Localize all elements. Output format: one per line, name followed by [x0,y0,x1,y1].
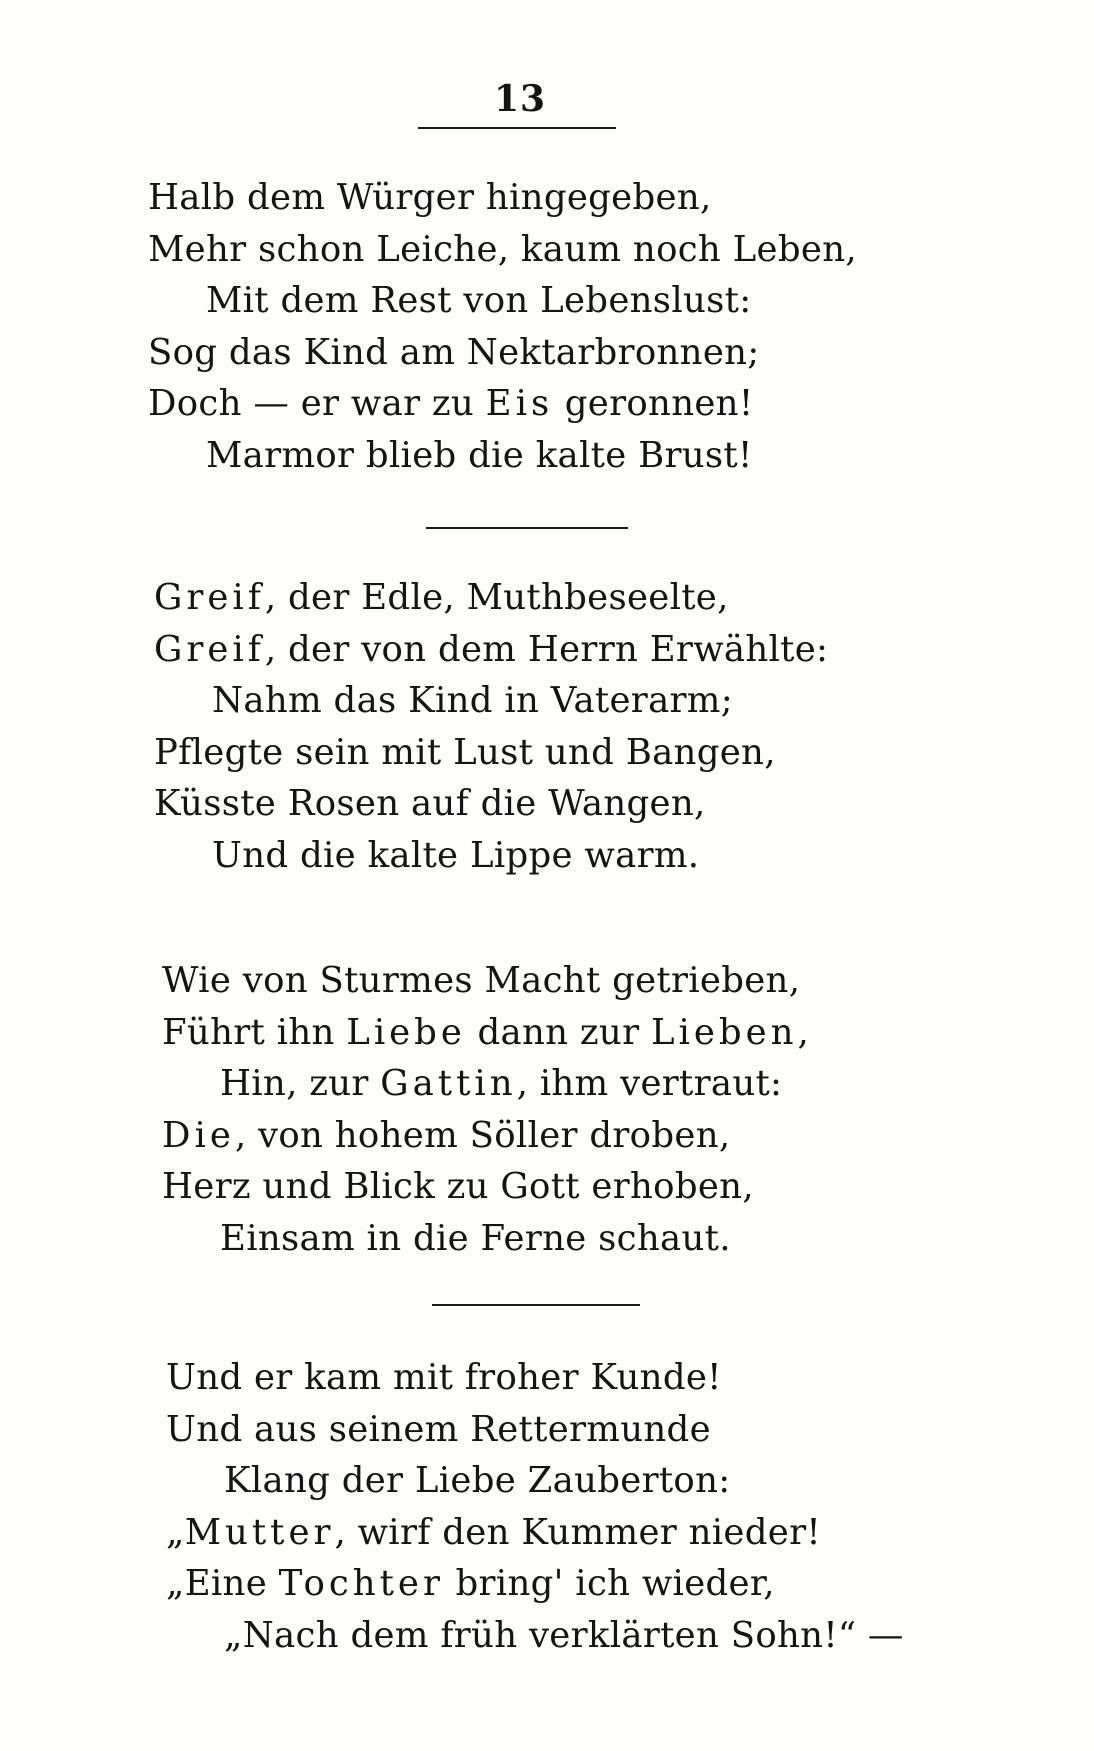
line-text: Und aus seinem Rettermunde [166,1408,711,1450]
poem-line [224,1614,904,1656]
poem-line [162,1011,810,1053]
spaced-emphasis-text: Lieben [650,1011,798,1053]
poem-line [206,280,752,321]
line-text: , wirf den Kummer nieder! [334,1511,821,1553]
line-text: Pflegte sein mit Lust und Bangen, [154,731,776,773]
line-text: , von hohem Söller droben, [234,1114,731,1156]
poem-line [212,680,734,721]
line-text: , ihm vertraut: [516,1063,783,1104]
poem-line [166,1563,775,1604]
line-text: Nahm das Kind in Vaterarm; [212,680,734,721]
line-text: dann zur [465,1011,651,1053]
poem-line [154,577,729,618]
poem-line [166,1357,722,1398]
poem-line [148,177,712,218]
line-text: Doch — er war zu [148,383,486,424]
poem-line [220,1063,783,1104]
poem-line [166,1511,821,1553]
line-text: Wie von Sturmes Macht getrieben, [162,960,801,1001]
line-text: Mit dem Rest von Lebenslust: [206,280,752,321]
line-text: , der Edle, Muthbeseelte, [264,577,729,618]
line-text: „Nach dem früh verklärten Sohn!“ — [224,1614,904,1656]
poem-line [206,434,753,476]
line-text: Führt ihn [162,1011,347,1053]
line-text: Sog das Kind am Nektarbronnen; [148,331,760,373]
poem-line [154,628,829,670]
line-text: , der von dem Herrn Erwählte: [264,628,829,670]
page-number: 13 [493,78,547,120]
poem-line [166,1408,711,1450]
spaced-emphasis-text: Mutter [184,1511,335,1553]
line-text: Marmor blieb die kalte Brust! [206,434,753,476]
spaced-emphasis-text: Gattin [380,1063,517,1104]
poem-line [162,1114,731,1156]
spaced-emphasis-text: Liebe [346,1011,466,1053]
stanza-divider-2 [432,1304,640,1306]
spaced-emphasis-text: Eis [485,383,554,424]
poem-line [154,783,706,824]
line-text: „Eine [166,1563,279,1604]
line-text: Und er kam mit froher Kunde! [166,1357,722,1398]
line-text: Einsam in die Ferne schaut. [220,1217,731,1259]
poem-line [148,331,760,373]
poem-line [162,960,801,1001]
stanza-divider-1 [426,527,628,529]
line-text: Küsste Rosen auf die Wangen, [154,783,706,824]
line-text: Klang der Liebe Zauberton: [224,1460,731,1501]
line-text: bring' ich wieder, [443,1563,775,1604]
line-text: „ [166,1511,185,1553]
spaced-emphasis-text: Die [162,1114,235,1156]
line-text: Hin, zur [220,1063,381,1104]
poem-line [154,731,776,773]
poem-line [220,1217,731,1259]
spaced-emphasis-text: Greif [154,628,265,670]
line-text: Mehr schon Leiche, kaum noch Leben, [148,228,857,270]
poem-line [162,1166,754,1207]
header-rule [418,127,616,129]
poem-line [148,228,857,270]
poem-line [212,834,700,876]
spaced-emphasis-text: Tochter [278,1563,444,1604]
line-text: Halb dem Würger hingegeben, [148,177,712,218]
line-text: geronnen! [553,383,754,424]
poem-line [148,383,754,424]
line-text: Herz und Blick zu Gott erhoben, [162,1166,754,1207]
spaced-emphasis-text: Greif [154,577,265,618]
line-text: , [797,1011,810,1053]
poem-line [224,1460,731,1501]
line-text: Und die kalte Lippe warm. [212,834,700,876]
